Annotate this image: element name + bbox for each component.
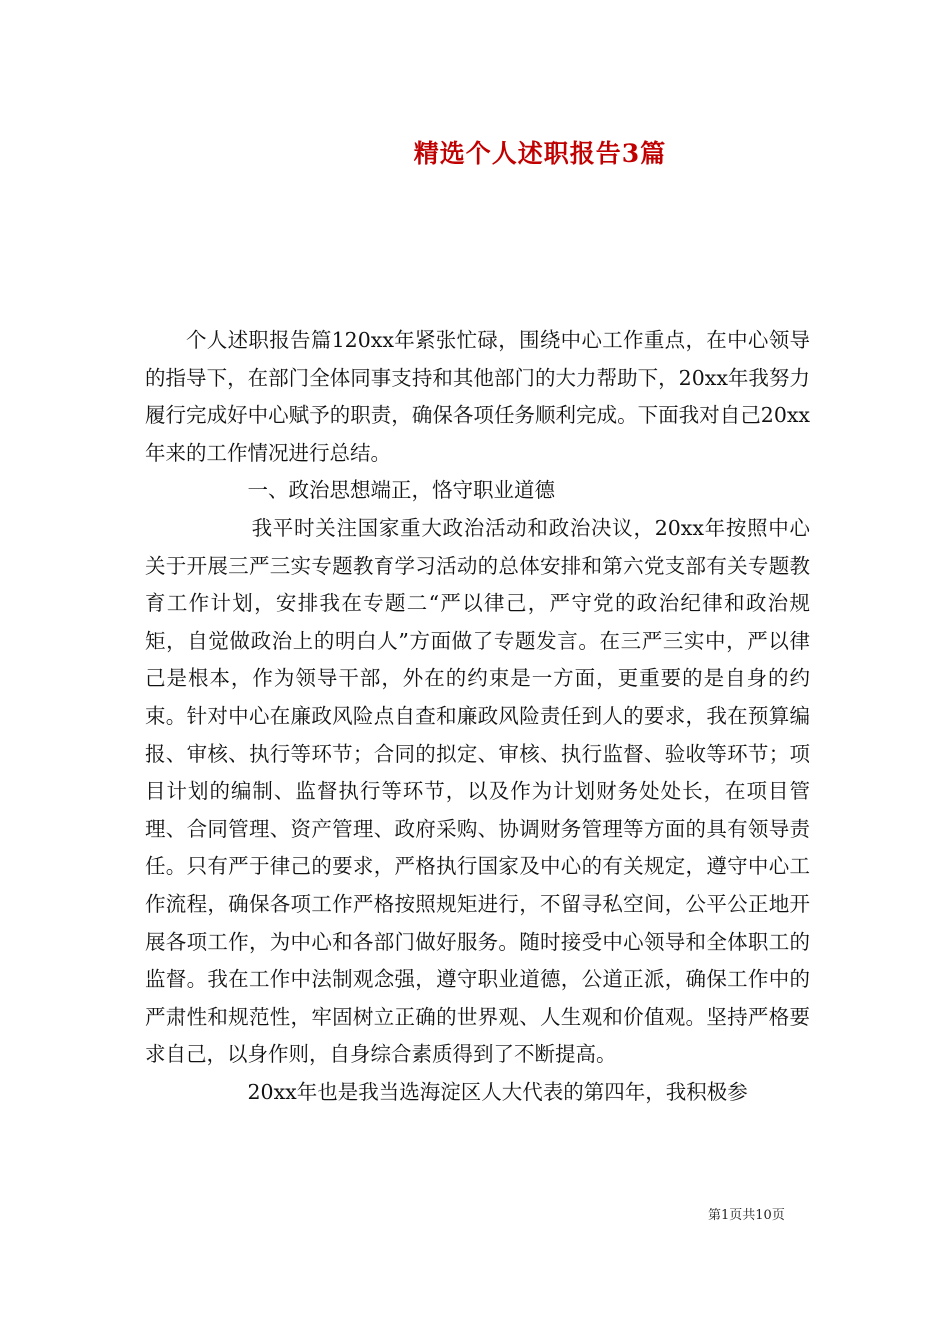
paragraph-politics: 我平时关注国家重大政治活动和政治决议，20xx年按照中心关于开展三严三实专题教育学习活动的总体安排和第六党支部有关专题教育工作计划，安排我在专题二“严以律己，严守党的政治纪律和政治规矩，自觉做政治上的明白人”方面做了专题发言。在三严三实中，严以律己是根本，作为领导干部，外在的约束是一方面，更重要的是自身的约束。针对中心在廉政风险点自查和廉政风险责任到人的要求，我在预算编报、审核、执行等环节；合同的拟定、审核、执行监督、验收等环节；项目计划的编制、监督执行等环节，以及作为计划财务处处长，在项目管理、合同管理、资产管理、政府采购、协调财务管理等方面的具有领导责任。只有严于律己的要求，严格执行国家及中心的有关规定，遵守中心工作流程，确保各项工作严格按照规矩进行，不留寻私空间，公平公正地开展各项工作，为中心和各部门做好服务。随时接受中心领导和全体职工的监督。我在工作中法制观念强，遵守职业道德，公道正派，确保工作中的严肃性和规范性，牢固树立正确的世界观、人生观和价值观。坚持严格要求自己，以身作则，自身综合素质得到了不断提高。 — [145, 515, 810, 1067]
paragraph-intro: 个人述职报告篇120xx年紧张忙碌，围绕中心工作重点，在中心领导的指导下，在部门全体同事支持和其他部门的大力帮助下，20xx年我努力履行完成好中心赋予的职责，确保各项任务顺利完成。下面我对自己20xx年来的工作情况进行总结。 — [145, 328, 810, 465]
document-body — [145, 322, 810, 1111]
section-heading: 一、政治思想端正，恪守职业道德 — [247, 478, 555, 503]
document-title — [0, 134, 950, 170]
paragraph-congress: 20xx年也是我当选海淀区人大代表的第四年，我积极参 — [247, 1079, 748, 1104]
title-text: 精选个人述职报告3篇 — [413, 139, 667, 168]
page-number: 第1页共10页 — [708, 1208, 785, 1223]
